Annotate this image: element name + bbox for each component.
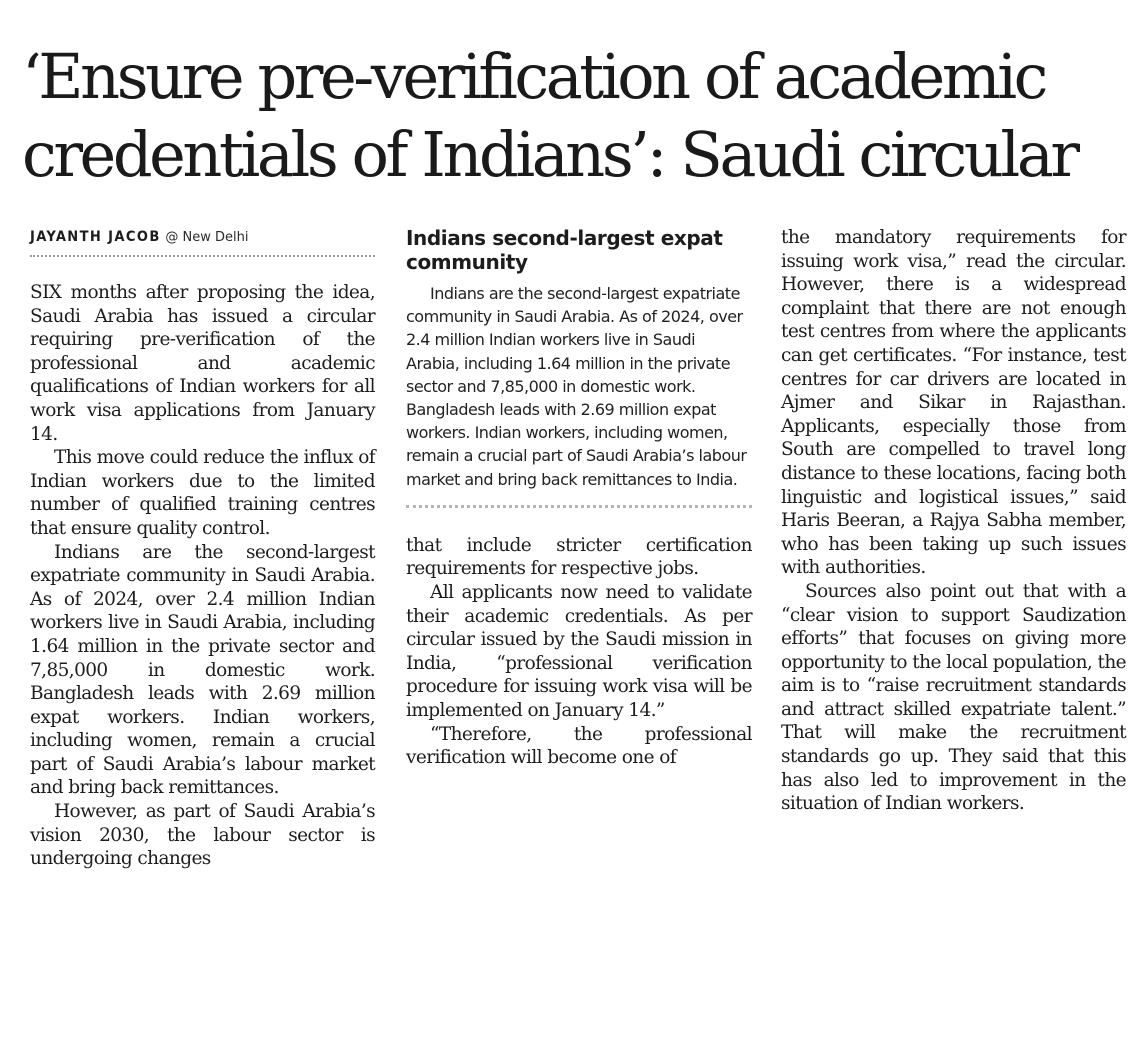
body-paragraph: Sources also point out that with a “clear vision to support Saudization efforts” that focuses on giving more opportunity to the local population, the aim is to “raise recruitment standards and attract skilled expatriate talent.” That will make the recruitment standards go up. They said that this has also led to improvement in the situation of Indian workers. (781, 580, 1126, 815)
sidebar-body: Indians are the second-largest expatriate community in Saudi Arabia. As of 2024, over 2.4 million Indian workers live in Saudi Arabia, including 1.64 million in the private sector and 7,85,000 in domestic work. Bangladesh leads with 2.69 million expat workers. Indian workers, including women, remain a crucial part of Saudi Arabia’s labour market and bring back remittances to India. (406, 284, 747, 489)
sidebar-title: Indians second-largest expat community (406, 226, 723, 274)
sidebar-box (406, 226, 752, 508)
article-column-2 (406, 226, 752, 770)
body-paragraph: All applicants now need to validate their academic credentials. As per circular issued by the Saudi mission in India, “professional verification procedure for issuing work visa will be implemented on January 14.” (406, 582, 752, 721)
article-column-1 (30, 226, 375, 871)
body-paragraph: This move could reduce the influx of Indian workers due to the limited number of qualified training centres that ensure quality control. (30, 447, 375, 539)
byline (30, 226, 375, 257)
body-paragraph: Indians are the second-largest expatriate community in Saudi Arabia. As of 2024, over 2.4 million Indian workers live in Saudi Arabia, including 1.64 million in the private sector and 7,85,000 in domestic work. Bangladesh leads with 2.69 million expat workers. Indian workers, including women, remain a crucial part of Saudi Arabia’s labour market and bring back remittances. (30, 541, 375, 799)
body-paragraph: “Therefore, the professional verification will become one of (406, 723, 752, 769)
byline-location: @ New Delhi (165, 230, 249, 245)
body-paragraph: that include stricter certification requirements for respective jobs. (406, 534, 752, 580)
body-paragraph: SIX months after proposing the idea, Saudi Arabia has issued a circular requiring pre-verification of the professional and academic qualifications of Indian workers for all work visa applications from January 14. (30, 282, 375, 445)
byline-author: JAYANTH JACOB (30, 229, 161, 245)
article-column-3 (781, 226, 1126, 816)
body-paragraph: However, as part of Saudi Arabia’s vision 2030, the labour sector is undergoing changes (30, 801, 375, 870)
headline: ‘Ensure pre-verification of academic credentials of Indians’: Saudi circular (22, 40, 1077, 191)
body-paragraph: the mandatory requirements for issuing work visa,” read the circular. However, there is a widespread complaint that there are not enough test centres from where the applicants can get certificates. “For instance, test centres for car drivers are located in Ajmer and Sikar in Rajasthan. Applicants, especially those from South are compelled to travel long distance to these locations, facing both linguistic and logistical issues,” said Haris Beeran, a Rajya Sabha member, who has been taking up such issues with authorities. (781, 227, 1126, 579)
